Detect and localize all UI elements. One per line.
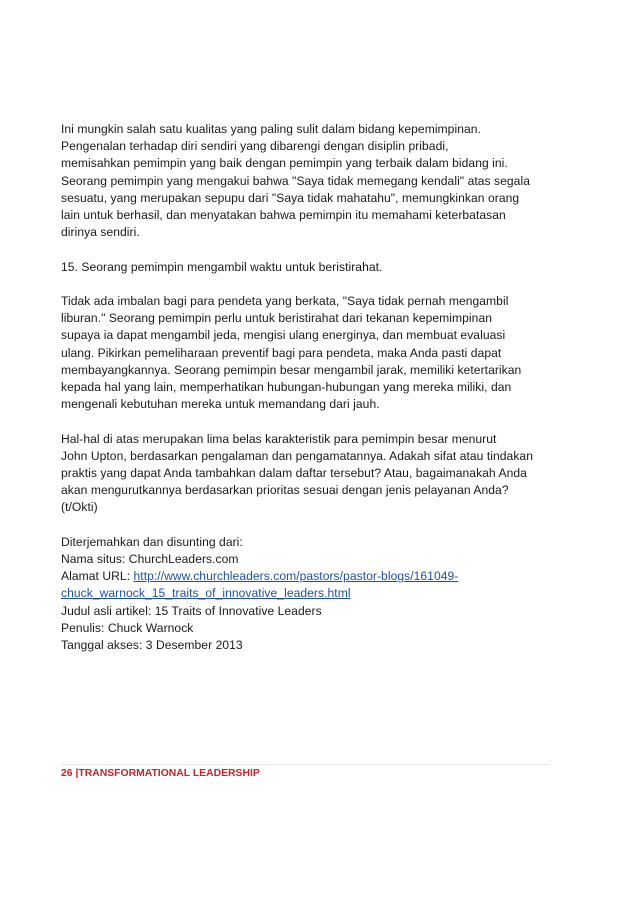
source-url-line [61,568,551,585]
document-body [61,121,551,671]
text-line: Pengenalan terhadap diri sendiri yang dibarengi dengan disiplin pribadi, [61,139,449,154]
paragraph-conclusion [61,431,551,517]
text-line: ulang. Pikirkan pemeliharaan preventif bagi para pendeta, maka Anda pasti dapat [61,345,502,360]
paragraph-self-knowledge [61,121,551,241]
source-title: Judul asli artikel: 15 Traits of Innovative Leaders [61,603,322,618]
text-line: memisahkan pemimpin yang baik dengan pemimpin yang terbaik dalam bidang ini. [61,156,508,171]
source-url-label: Alamat URL: [61,569,134,584]
source-url-link[interactable]: http://www.churchleaders.com/pastors/pastor-blogs/161049- [133,569,459,584]
source-url-line-2 [61,585,551,602]
text-line: akan mengurutkannya berdasarkan prioritas sesuai dengan jenis pelayanan Anda? [61,483,509,498]
text-line: lain untuk berhasil, dan menyatakan bahwa pemimpin itu memahami keterbatasan [61,208,506,223]
text-line: praktis yang dapat Anda tambahkan dalam daftar tersebut? Atau, bagaimanakah Anda [61,466,527,481]
footer-divider [61,764,548,765]
source-date: Tanggal akses: 3 Desember 2013 [61,638,243,653]
text-line: Seorang pemimpin yang mengakui bahwa "Saya tidak memegang kendali" atas segala [61,173,530,188]
text-line: kepada hal yang lain, memperhatikan hubungan-hubungan yang mereka miliki, dan [61,380,512,395]
text-line: 15. Seorang pemimpin mengambil waktu untuk beristirahat. [61,259,383,274]
text-line: membayangkannya. Seorang pemimpin besar mengambil jarak, memiliki ketertarikan [61,362,522,377]
source-url-link-continued[interactable]: chuck_warnock_15_traits_of_innovative_leaders.html [61,586,351,601]
text-line: Hal-hal di atas merupakan lima belas karakteristik para pemimpin besar menurut [61,431,497,446]
point-15-heading [61,259,551,276]
source-author: Penulis: Chuck Warnock [61,620,194,635]
source-site: Nama situs: ChurchLeaders.com [61,552,239,567]
page-footer: 26 |TRANSFORMATIONAL LEADERSHIP [61,768,260,779]
text-line: mengenali kebutuhan mereka untuk memandang dari jauh. [61,397,380,412]
text-line: Tidak ada imbalan bagi para pendeta yang berkata, "Saya tidak pernah mengambil [61,294,509,308]
text-line: (t/Okti) [61,500,98,515]
text-line: supaya ia dapat mengambil jeda, mengisi ulang energinya, dan membuat evaluasi [61,328,506,343]
source-credits [61,534,551,654]
paragraph-rest [61,293,551,413]
text-line: Ini mungkin salah satu kualitas yang paling sulit dalam bidang kepemimpinan. [61,122,481,136]
text-line: liburan." Seorang pemimpin perlu untuk beristirahat dari tekanan kepemimpinan [61,311,492,326]
text-line: sesuatu, yang merupakan sepupu dari "Saya tidak mahatahu", memungkinkan orang [61,190,520,205]
text-line: John Upton, berdasarkan pengalaman dan pengamatannya. Adakah sifat atau tindakan [61,448,533,463]
text-line: dirinya sendiri. [61,225,140,240]
source-intro: Diterjemahkan dan disunting dari: [61,534,243,549]
